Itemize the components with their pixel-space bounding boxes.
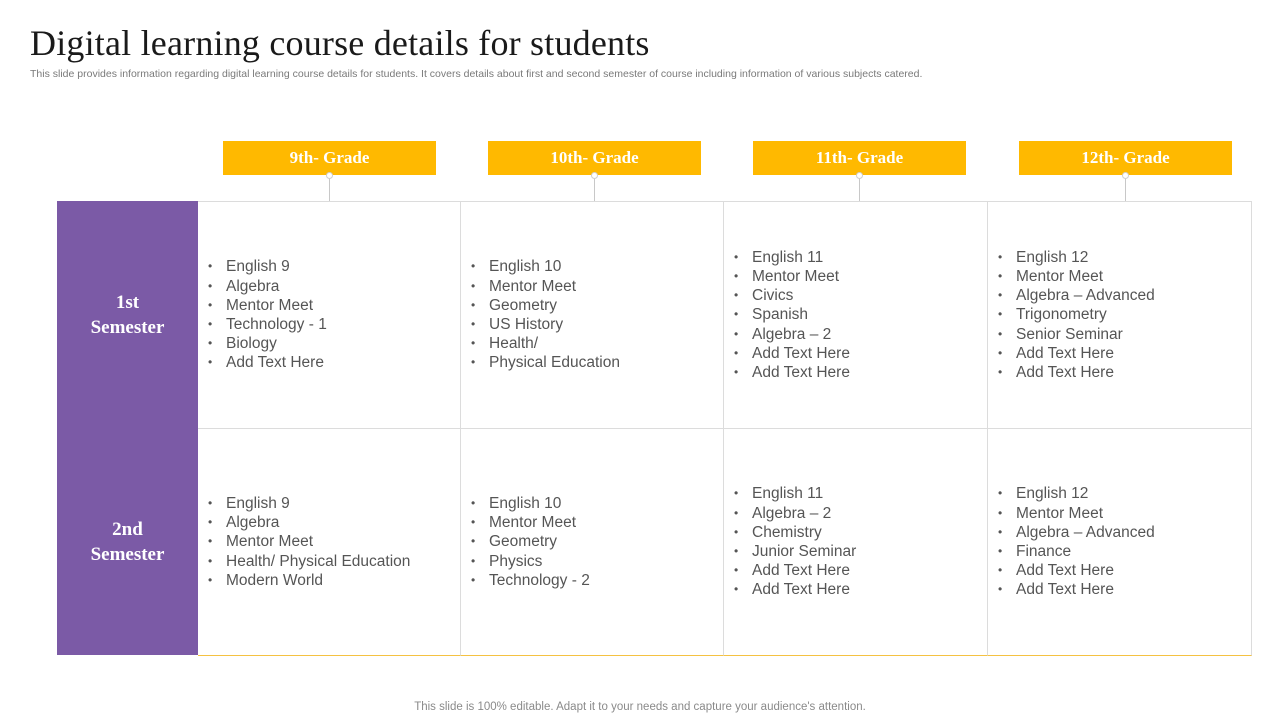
course-item: • Health/ Physical Education bbox=[208, 552, 410, 571]
course-item: • English 11 bbox=[734, 484, 856, 503]
course-item: • Mentor Meet bbox=[208, 532, 410, 551]
course-item: • English 10 bbox=[471, 257, 620, 276]
grade-connector-line bbox=[1125, 175, 1126, 202]
grade-connector-line bbox=[329, 175, 330, 202]
course-item: • Mentor Meet bbox=[471, 513, 590, 532]
course-item: • English 9 bbox=[208, 494, 410, 513]
course-list bbox=[724, 484, 856, 599]
course-cell-s1-g10 bbox=[461, 201, 724, 429]
course-item: • Mentor Meet bbox=[998, 504, 1155, 523]
course-item: • Mentor Meet bbox=[734, 267, 850, 286]
course-cell-s1-g12 bbox=[988, 201, 1252, 429]
course-item: • Mentor Meet bbox=[998, 267, 1155, 286]
course-item: • Add Text Here bbox=[998, 580, 1155, 599]
course-item: • Algebra – Advanced bbox=[998, 286, 1155, 305]
course-item: • Mentor Meet bbox=[471, 277, 620, 296]
grade-connector-dot bbox=[591, 172, 598, 179]
course-cell-s2-g9 bbox=[198, 429, 461, 656]
course-item: • English 12 bbox=[998, 248, 1155, 267]
grade-header-11th: 11th- Grade bbox=[753, 141, 966, 175]
semester-label-line: 2nd bbox=[112, 518, 143, 540]
course-item: • Add Text Here bbox=[998, 344, 1155, 363]
grade-header-12th: 12th- Grade bbox=[1019, 141, 1232, 175]
course-cell-s1-g11 bbox=[724, 201, 988, 429]
grade-header-10th: 10th- Grade bbox=[488, 141, 701, 175]
grade-connector-line bbox=[859, 175, 860, 202]
course-item: • Add Text Here bbox=[734, 580, 856, 599]
semester-label-line: Semester bbox=[90, 543, 165, 565]
course-cell-s1-g9 bbox=[198, 201, 461, 429]
course-item: • Spanish bbox=[734, 305, 850, 324]
course-item: • Geometry bbox=[471, 532, 590, 551]
grade-header-9th: 9th- Grade bbox=[223, 141, 436, 175]
course-cell-s2-g12 bbox=[988, 429, 1252, 656]
course-list bbox=[461, 257, 620, 372]
course-item: • Algebra – 2 bbox=[734, 325, 850, 344]
course-item: • Algebra – 2 bbox=[734, 504, 856, 523]
slide-subtitle: This slide provides information regarding digital learning course details for students. It covers details about first and second semester of course including information of various subjects catered. bbox=[30, 68, 923, 80]
course-item: • Trigonometry bbox=[998, 305, 1155, 324]
course-item: • Technology - 1 bbox=[208, 315, 327, 334]
grade-connector-dot bbox=[326, 172, 333, 179]
course-item: • Add Text Here bbox=[734, 561, 856, 580]
course-item: • English 10 bbox=[471, 494, 590, 513]
course-item: • Technology - 2 bbox=[471, 571, 590, 590]
course-item: • US History bbox=[471, 315, 620, 334]
course-item: • Add Text Here bbox=[734, 344, 850, 363]
course-item: • Add Text Here bbox=[998, 561, 1155, 580]
course-item: • Algebra bbox=[208, 277, 327, 296]
semester-label-1st bbox=[57, 201, 198, 428]
course-item: • English 11 bbox=[734, 248, 850, 267]
course-item: • Finance bbox=[998, 542, 1155, 561]
course-item: • Biology bbox=[208, 334, 327, 353]
course-item: • Physical Education bbox=[471, 353, 620, 372]
grade-connector-dot bbox=[1122, 172, 1129, 179]
course-item: • English 12 bbox=[998, 484, 1155, 503]
course-item: • Algebra – Advanced bbox=[998, 523, 1155, 542]
slide-footer-note: This slide is 100% editable. Adapt it to your needs and capture your audience's attention. bbox=[414, 701, 866, 713]
course-cell-s2-g10 bbox=[461, 429, 724, 656]
course-list bbox=[198, 494, 410, 590]
semester-label-2nd bbox=[57, 428, 198, 655]
course-item: • Chemistry bbox=[734, 523, 856, 542]
course-item: • Health/ bbox=[471, 334, 620, 353]
course-list bbox=[724, 248, 850, 382]
course-item: • Add Text Here bbox=[734, 363, 850, 382]
course-item: • Geometry bbox=[471, 296, 620, 315]
grade-connector-dot bbox=[856, 172, 863, 179]
course-cell-s2-g11 bbox=[724, 429, 988, 656]
course-list bbox=[198, 257, 327, 372]
course-list bbox=[988, 484, 1155, 599]
course-item: • Physics bbox=[471, 552, 590, 571]
course-list bbox=[461, 494, 590, 590]
course-item: • English 9 bbox=[208, 257, 327, 276]
slide-title: Digital learning course details for students bbox=[30, 23, 650, 63]
course-list bbox=[988, 248, 1155, 382]
course-item: • Junior Seminar bbox=[734, 542, 856, 561]
course-item: • Add Text Here bbox=[998, 363, 1155, 382]
course-item: • Add Text Here bbox=[208, 353, 327, 372]
semester-label-line: 1st bbox=[115, 291, 140, 313]
course-item: • Senior Seminar bbox=[998, 325, 1155, 344]
course-item: • Mentor Meet bbox=[208, 296, 327, 315]
course-item: • Modern World bbox=[208, 571, 410, 590]
course-item: • Civics bbox=[734, 286, 850, 305]
course-item: • Algebra bbox=[208, 513, 410, 532]
semester-label-line: Semester bbox=[90, 316, 165, 338]
grade-connector-line bbox=[594, 175, 595, 202]
